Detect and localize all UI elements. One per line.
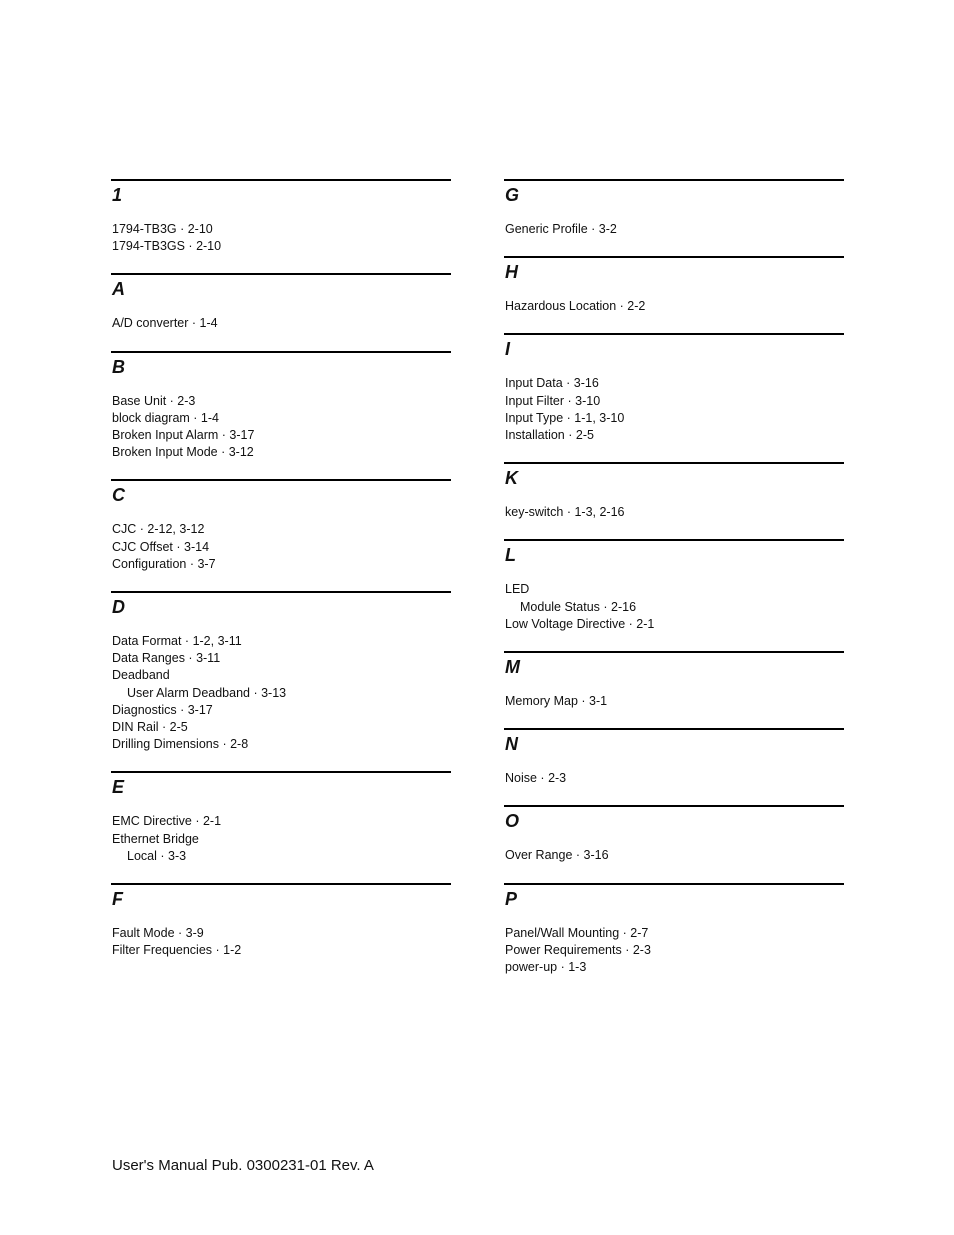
index-section-e xyxy=(111,771,451,865)
section-letter: D xyxy=(112,597,125,618)
index-entry: Hazardous Location · 2-2 xyxy=(505,299,646,314)
index-entry: A/D converter · 1-4 xyxy=(112,316,218,331)
section-letter: O xyxy=(505,811,520,832)
index-subentry: User Alarm Deadband · 3-13 xyxy=(127,685,287,700)
index-entry: Drilling Dimensions · 2-8 xyxy=(112,737,249,752)
index-subentry: Local · 3-3 xyxy=(127,848,187,863)
index-subentry: Module Status · 2-16 xyxy=(520,599,637,614)
index-section-c xyxy=(111,479,451,573)
section-letter: K xyxy=(505,468,518,489)
index-entry: Panel/Wall Mounting · 2-7 xyxy=(505,925,649,940)
section-letter: B xyxy=(112,356,125,377)
index-entry: EMC Directive · 2-1 xyxy=(112,814,222,829)
index-entry: 1794-TB3G · 2-10 xyxy=(112,222,213,236)
index-section-d xyxy=(111,591,451,753)
index-entry: DIN Rail · 2-5 xyxy=(112,720,188,735)
index-column-left xyxy=(111,179,451,977)
index-section-m xyxy=(504,651,844,710)
index-entry: Low Voltage Directive · 2-1 xyxy=(505,616,655,631)
section-letter: I xyxy=(505,339,511,360)
index-entry: Input Type · 1-1, 3-10 xyxy=(505,410,625,425)
index-section-l xyxy=(504,539,844,633)
index-section-o xyxy=(504,805,844,864)
index-entry: CJC Offset · 3-14 xyxy=(112,539,210,554)
section-letter: E xyxy=(112,777,125,798)
page-footer: User's Manual Pub. 0300231-01 Rev. A xyxy=(112,1157,374,1174)
index-entry: Data Format · 1-2, 3-11 xyxy=(112,634,242,649)
index-entry: block diagram · 1-4 xyxy=(112,410,219,425)
section-letter: P xyxy=(505,888,518,909)
index-entry: Base Unit · 2-3 xyxy=(112,393,196,408)
index-entry: Broken Input Alarm · 3-17 xyxy=(112,428,255,443)
index-entry: key-switch · 1-3, 2-16 xyxy=(505,505,625,520)
section-letter: H xyxy=(505,262,518,283)
index-entry: power-up · 1-3 xyxy=(505,960,587,975)
index-section-i xyxy=(504,333,844,444)
index-entry: Installation · 2-5 xyxy=(505,428,594,443)
index-section-h xyxy=(504,256,844,315)
index-section-f xyxy=(111,883,451,959)
index-section-p xyxy=(504,883,844,977)
section-letter: L xyxy=(505,545,516,566)
index-entry: Deadband xyxy=(112,668,170,683)
index-entry: Ethernet Bridge xyxy=(112,831,199,846)
index-entry: Power Requirements · 2-3 xyxy=(505,942,651,957)
index-section-k xyxy=(504,462,844,521)
index-entry: Configuration · 3-7 xyxy=(112,556,216,571)
index-entry: Noise · 2-3 xyxy=(505,771,567,786)
index-entry: Fault Mode · 3-9 xyxy=(112,926,204,941)
index-entry: Generic Profile · 3-2 xyxy=(505,222,617,236)
index-section-a xyxy=(111,273,451,332)
index-entry: Diagnostics · 3-17 xyxy=(112,702,213,717)
index-column-right xyxy=(504,179,844,994)
index-section-g xyxy=(504,179,844,238)
index-entry: Over Range · 3-16 xyxy=(505,848,609,863)
index-entry: LED xyxy=(505,582,530,597)
index-entry: 1794-TB3GS · 2-10 xyxy=(112,239,222,254)
section-letter: M xyxy=(505,657,520,678)
index-entry: Input Filter · 3-10 xyxy=(505,393,601,408)
section-letter: A xyxy=(112,279,125,300)
index-entry: Broken Input Mode · 3-12 xyxy=(112,445,254,460)
index-entry: Input Data · 3-16 xyxy=(505,376,599,391)
index-entry: Data Ranges · 3-11 xyxy=(112,651,221,666)
section-letter: F xyxy=(112,889,123,910)
index-section-1 xyxy=(111,179,451,255)
index-entry: Filter Frequencies · 1-2 xyxy=(112,943,242,958)
section-letter: N xyxy=(505,734,518,755)
section-letter: G xyxy=(505,185,520,205)
section-letter: 1 xyxy=(112,185,123,205)
index-section-n xyxy=(504,728,844,787)
index-entry: Memory Map · 3-1 xyxy=(505,694,608,709)
index-entry: CJC · 2-12, 3-12 xyxy=(112,522,205,537)
section-letter: C xyxy=(112,485,125,506)
index-section-b xyxy=(111,351,451,462)
